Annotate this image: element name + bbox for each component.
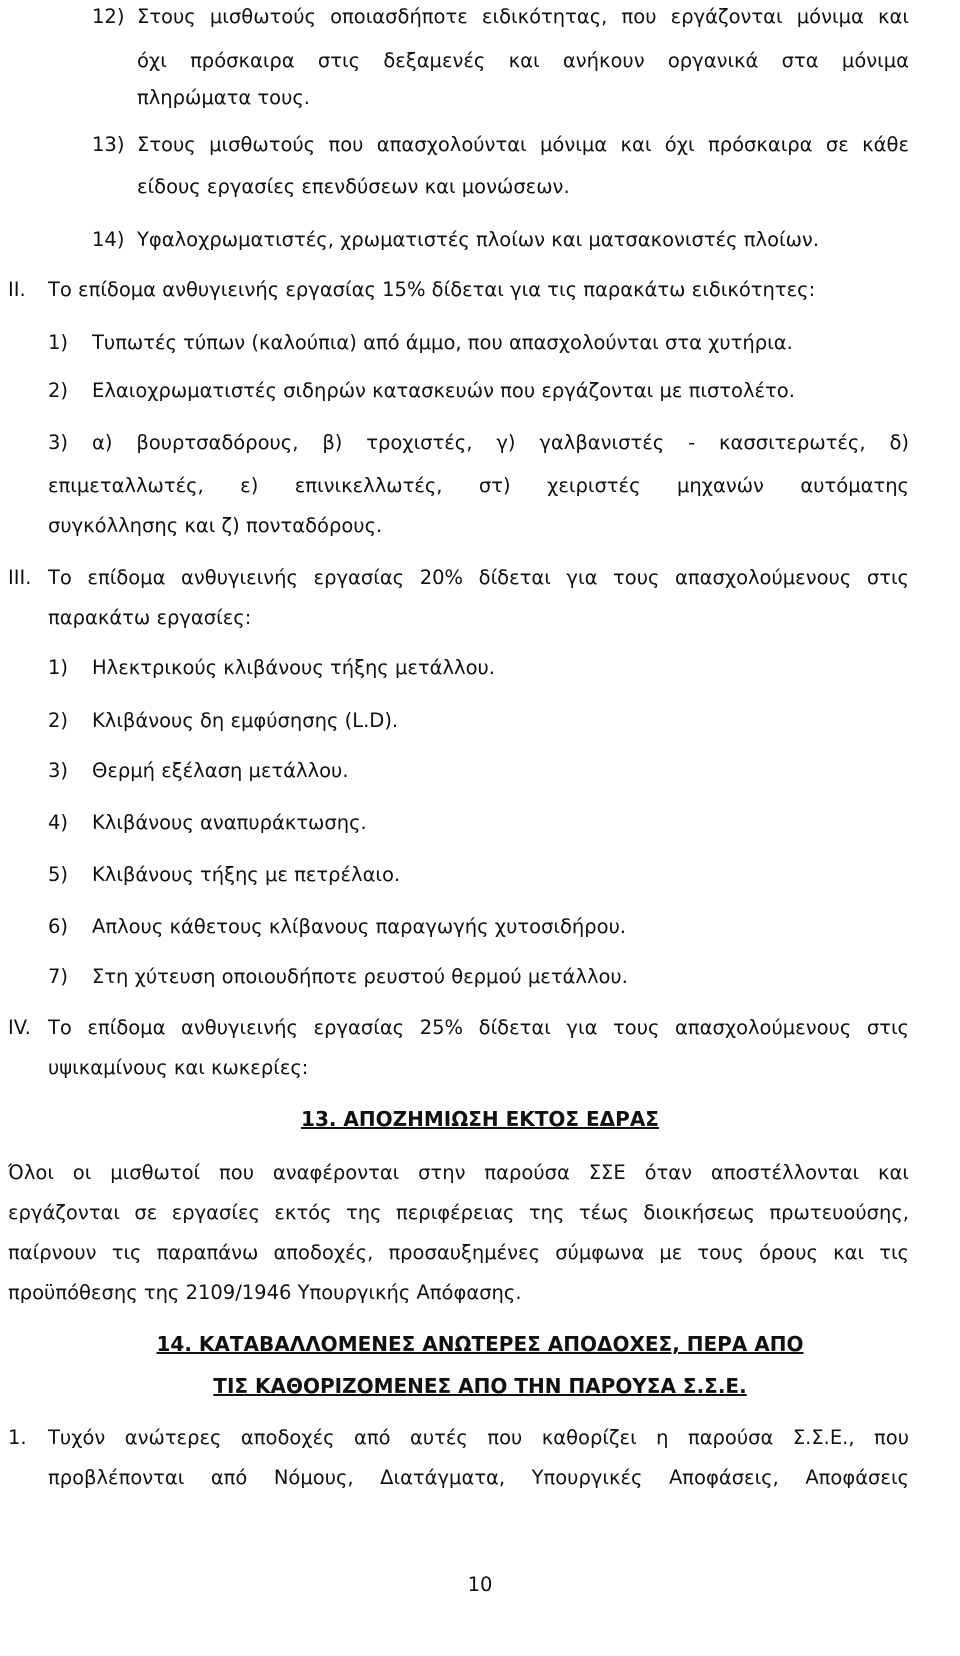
list-item-line: Θερμή εξέλαση μετάλλου. xyxy=(92,759,349,782)
paragraph-line: Όλοι οι μισθωτοί που αναφέρονται στην παρούσα ΣΣΕ όταν αποστέλλονται και xyxy=(8,1161,909,1184)
list-item-line: α) βουρτσαδόρους, β) τροχιστές, γ) γαλβανιστές - κασσιτερωτές, δ) xyxy=(92,431,909,454)
section-text: παρακάτω εργασίες: xyxy=(48,606,252,629)
section-text: Το επίδομα ανθυγιεινής εργασίας 25% δίδεται για τους απασχολούμενους στις xyxy=(48,1016,909,1039)
section-heading-13: 13. ΑΠΟΖΗΜΙΩΣΗ ΕΚΤΟΣ ΕΔΡΑΣ xyxy=(301,1107,659,1131)
list-item-line: Ελαιοχρωματιστές σιδηρών κατασκευών που εργάζονται με πιστολέτο. xyxy=(92,379,795,402)
list-item-number: 1. xyxy=(8,1426,27,1449)
list-item-line: Στους μισθωτούς που απασχολούνται μόνιμα και όχι πρόσκαιρα σε κάθε xyxy=(137,133,909,156)
list-item-line: πληρώματα τους. xyxy=(137,86,310,109)
list-item-number: 6) xyxy=(48,915,69,938)
list-item-number: 3) xyxy=(48,759,69,782)
list-item-line: Υφαλοχρωματιστές, χρωματιστές πλοίων και ματσακονιστές πλοίων. xyxy=(137,228,820,251)
section-heading-14: 14. ΚΑΤΑΒΑΛΛΟΜΕΝΕΣ ΑΝΩΤΕΡΕΣ ΑΠΟΔΟΧΕΣ, ΠΕΡΑ ΑΠΟ xyxy=(156,1332,804,1356)
section-numeral: IV. xyxy=(8,1016,31,1039)
list-item-number: 12) xyxy=(92,5,125,28)
list-item-number: 14) xyxy=(92,228,125,251)
list-item-line: όχι πρόσκαιρα στις δεξαμενές και ανήκουν οργανικά στα μόνιμα xyxy=(137,49,909,72)
list-item-number: 5) xyxy=(48,863,69,886)
list-item-number: 1) xyxy=(48,331,69,354)
list-item-line: επιμεταλλωτές, ε) επινικελλωτές, στ) χειριστές μηχανών αυτόματης xyxy=(48,474,909,497)
list-item-line: Ηλεκτρικούς κλιβάνους τήξης μετάλλου. xyxy=(92,656,495,679)
section-text: υψικαμίνους και κωκερίες: xyxy=(48,1056,309,1079)
list-item-number: 2) xyxy=(48,379,69,402)
list-item-line: συγκόλλησης και ζ) πονταδόρους. xyxy=(48,514,383,537)
section-text: Το επίδομα ανθυγιεινής εργασίας 15% δίδεται για τις παρακάτω ειδικότητες: xyxy=(48,278,816,301)
list-item-line: Κλιβάνους αναπυράκτωσης. xyxy=(92,811,367,834)
paragraph-line: παίρνουν τις παραπάνω αποδοχές, προσαυξημένες σύμφωνα με τους όρους και τις xyxy=(8,1241,909,1264)
list-item-line: Κλιβάνους δη εμφύσησης (L.D). xyxy=(92,709,399,732)
list-item-line: Τυχόν ανώτερες αποδοχές από αυτές που καθορίζει η παρούσα Σ.Σ.Ε., που xyxy=(48,1426,909,1449)
section-text: Το επίδομα ανθυγιεινής εργασίας 20% δίδεται για τους απασχολούμενους στις xyxy=(48,566,909,589)
list-item-number: 7) xyxy=(48,965,69,988)
list-item-line: Τυπωτές τύπων (καλούπια) από άμμο, που απασχολούνται στα χυτήρια. xyxy=(92,331,793,354)
section-numeral: III. xyxy=(8,566,32,589)
list-item-line: Στους μισθωτούς οποιασδήποτε ειδικότητας, που εργάζονται μόνιμα και xyxy=(137,5,909,28)
paragraph-line: προϋπόθεσης της 2109/1946 Υπουργικής Απόφασης. xyxy=(8,1281,522,1304)
list-item-line: προβλέπονται από Νόμους, Διατάγματα, Υπουργικές Αποφάσεις, Αποφάσεις xyxy=(48,1466,909,1489)
list-item-number: 4) xyxy=(48,811,69,834)
list-item-line: Στη χύτευση οποιουδήποτε ρευστού θερμού μετάλλου. xyxy=(92,965,628,988)
list-item-number: 3) xyxy=(48,431,69,454)
list-item-number: 1) xyxy=(48,656,69,679)
section-numeral: II. xyxy=(8,278,26,301)
section-heading-14-line-2: ΤΙΣ ΚΑΘΟΡΙΖΟΜΕΝΕΣ ΑΠΟ ΤΗΝ ΠΑΡΟΥΣΑ Σ.Σ.Ε. xyxy=(213,1374,747,1398)
list-item-number: 13) xyxy=(92,133,125,156)
list-item-number: 2) xyxy=(48,709,69,732)
list-item-line: είδους εργασίες επενδύσεων και μονώσεων. xyxy=(137,175,570,198)
page-number: 10 xyxy=(467,1573,493,1596)
paragraph-line: εργάζονται σε εργασίες εκτός της περιφέρειας της τέως διοικήσεως πρωτευούσης, xyxy=(8,1201,909,1224)
list-item-line: Κλιβάνους τήξης με πετρέλαιο. xyxy=(92,863,401,886)
list-item-line: Απλους κάθετους κλίβανους παραγωγής χυτοσιδήρου. xyxy=(92,915,627,938)
